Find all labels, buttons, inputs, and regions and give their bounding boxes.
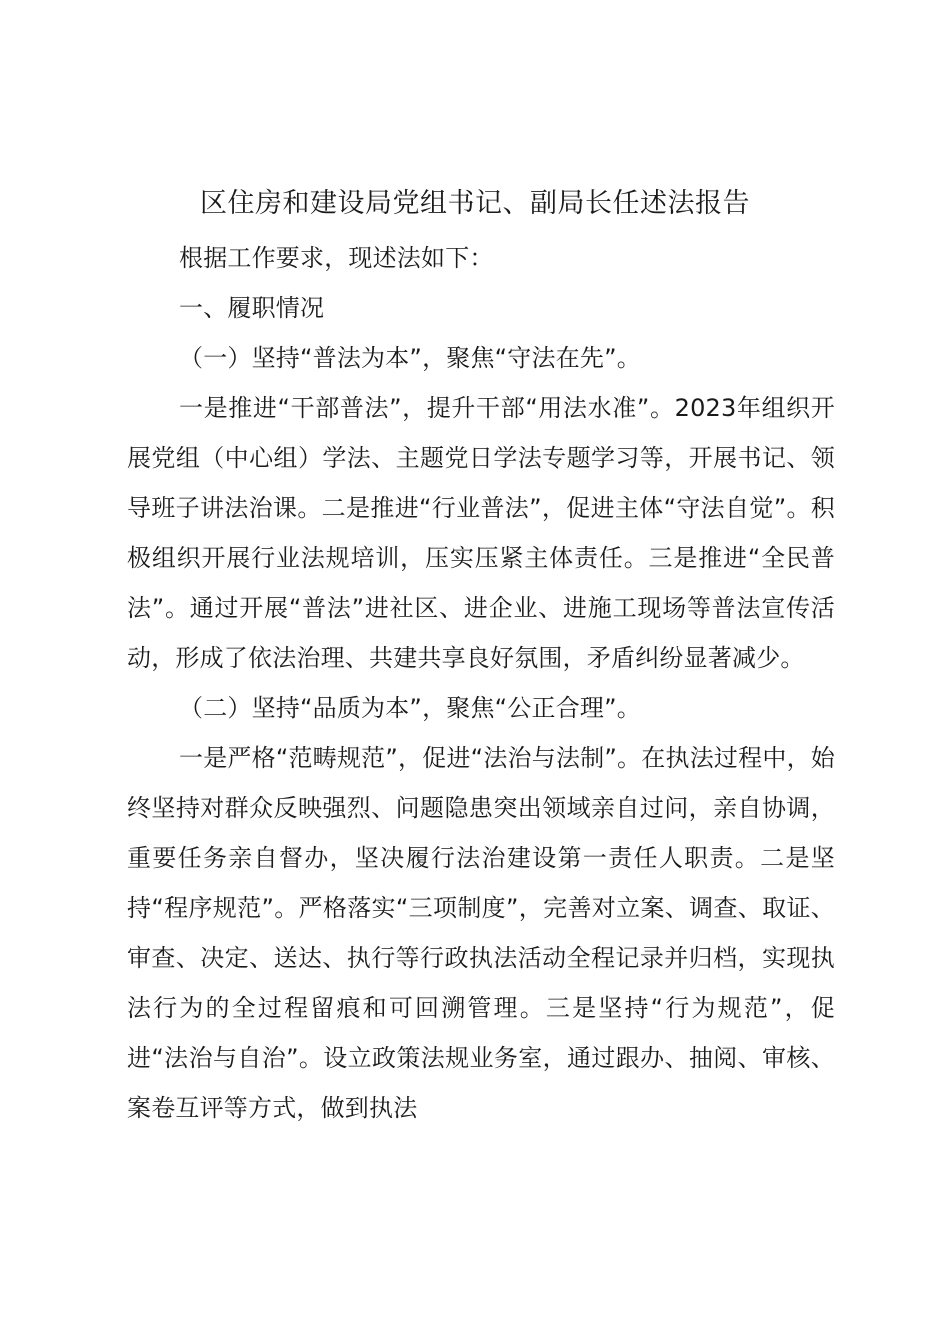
document-title: 区住房和建设局党组书记、副局长任述法报告 [200,188,750,219]
document-body [127,233,835,1133]
subsection-heading-2: （二）坚持“品质为本”，聚焦“公正合理”。 [179,694,641,722]
section-heading: 一、履职情况 [179,294,325,322]
subsection-heading-1: （一）坚持“普法为本”，聚焦“守法在先”。 [179,344,641,372]
body-paragraph-2: 一是严格“范畴规范”，促进“法治与法制”。在执法过程中，始终坚持对群众反映强烈、问题隐患突出领域亲自过问，亲自协调，重要任务亲自督办，坚决履行法治建设第一责任人职责。二是坚持“程序规范”。严格落实“三项制度”，完善对立案、调查、取证、审查、决定、送达、执行等行政执法活动全程记录并归档，实现执法行为的全过程留痕和可回溯管理。三是坚持“行为规范”，促进“法治与自治”。设立政策法规业务室，通过跟办、抽阅、审核、案卷互评等方式，做到执法 [127,744,835,1122]
intro-paragraph: 根据工作要求，现述法如下： [179,244,494,272]
body-paragraph-1: 一是推进“干部普法”，提升干部“用法水准”。2023年组织开展党组（中心组）学法、主题党日学法专题学习等，开展书记、领导班子讲法治课。二是推进“行业普法”，促进主体“守法自觉”。积极组织开展行业法规培训，压实压紧主体责任。三是推进“全民普法”。通过开展“普法”进社区、进企业、进施工现场等普法宣传活动，形成了依法治理、共建共享良好氛围，矛盾纠纷显著减少。 [127,394,835,672]
